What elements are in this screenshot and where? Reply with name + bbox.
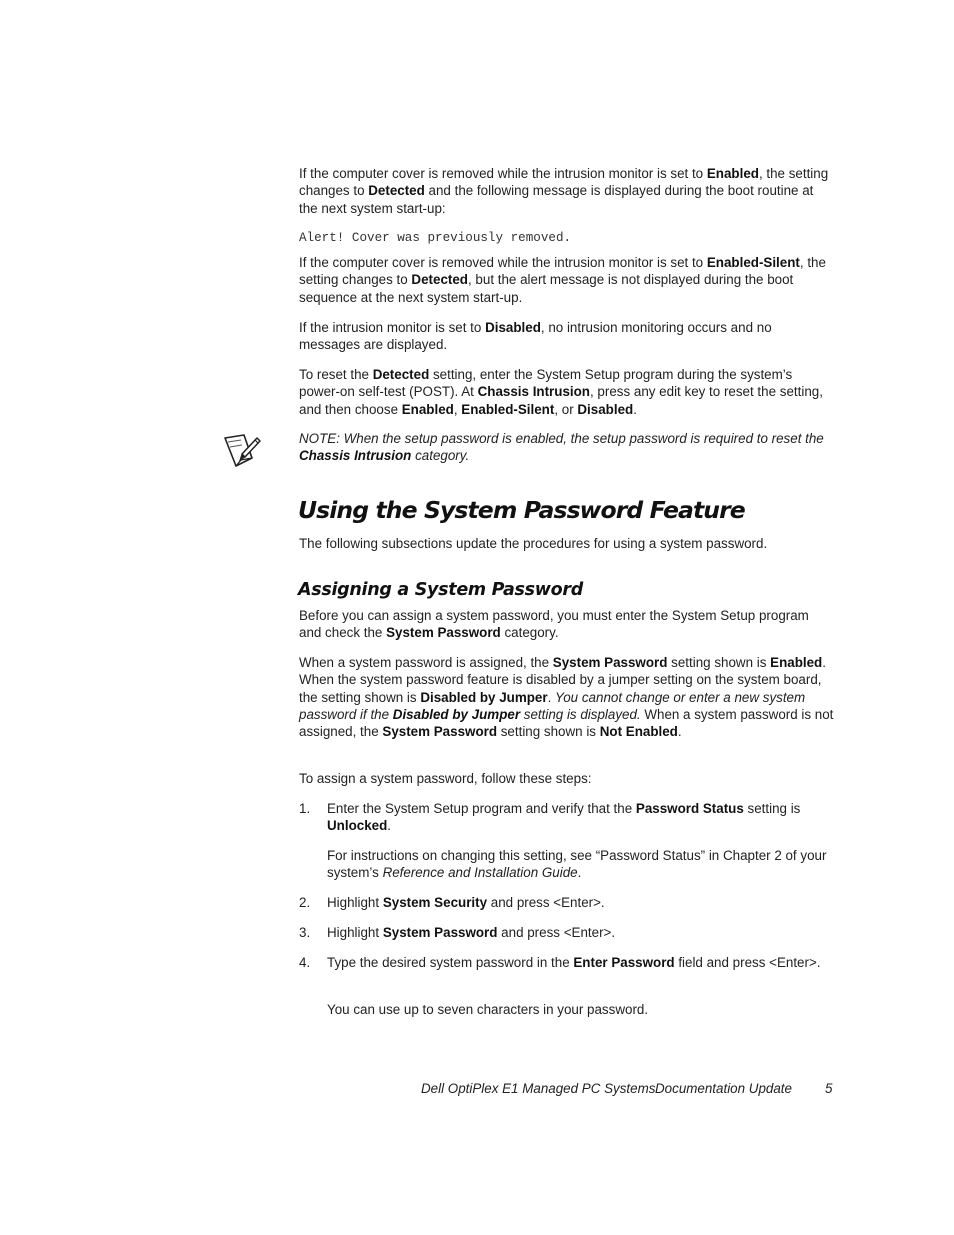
note-setup-password: NOTE: When the setup password is enabled, the setup password is required to reset the Chassis Intrusion category.: [299, 431, 824, 464]
footer-document-title: Documentation Update: [655, 1081, 792, 1096]
section-intro: The following subsections update the procedures for using a system password.: [299, 536, 768, 551]
subsection-heading: Assigning a System Password: [298, 580, 583, 600]
alert-message: Alert! Cover was previously removed.: [299, 231, 572, 245]
step-4-detail: You can use up to seven characters in your password.: [327, 1002, 649, 1017]
paragraph-password-settings: When a system password is assigned, the System Password setting shown is Enabled. When the system password feature is disabled by a jumper setting on the system board, the setting shown is Disabled by Jumper. You cannot change or enter a new system password if the Disabled by Jumper setting is displayed. When a system password is not assigned, the System Password setting shown is Not Enabled.: [299, 655, 834, 740]
paragraph-cover-enabled: If the computer cover is removed while the intrusion monitor is set to Enabled, the setting changes to Detected and the following message is displayed during the boot routine at the next system start-up:: [299, 166, 829, 216]
footer-product-title: Dell OptiPlex E1 Managed PC Systems: [421, 1081, 656, 1096]
paragraph-steps-intro: To assign a system password, follow these steps:: [299, 771, 592, 786]
paragraph-monitor-disabled: If the intrusion monitor is set to Disabled, no intrusion monitoring occurs and no messages are displayed.: [299, 320, 772, 353]
note-pencil-icon: [222, 430, 264, 470]
section-heading: Using the System Password Feature: [298, 496, 745, 524]
paragraph-reset-detected: To reset the Detected setting, enter the System Setup program during the system’s power-on self-test (POST). At Chassis Intrusion, press any edit key to reset the setting, and then choose Enabled, Enabled-Silent, or Disabled.: [299, 367, 823, 417]
document-page: If the computer cover is removed while the intrusion monitor is set to Enabled, the setting changes to Detected and the following message is displayed during the boot routine at the next system start-up: Alert! Cover was previously removed. If the computer cover is removed while the intrusion monitor is set to Enabled-Silent, the setting changes to Detected, but the alert message is not displayed during the boot sequence at the next system start-up. If the intrusion monitor is set to Disabled, no intrusion monitoring occurs and no messages are displayed. To reset the Detected setting, enter the System Setup program during the system’s power-on self-test (POST). At Chassis Intrusion, press any edit key to reset the setting, and then choose Enabled, Enabled-Silent, or Disabled. NOTE: When the setup password is enabled, the setup password is required to reset the Chassis Intrusion category. Using the System Password Feature The following subsections update the procedures for using a system password. Assigning a System Password Before you can assign a system password, you must enter the System Setup program and check the System Password category. When a system password is assigned, the System Password setting shown is Enabled. When the system password feature is disabled by a jumper setting on the system board, the setting shown is Disabled by Jumper. You cannot change or enter a new system password if the Disabled by Jumper setting is displayed. When a system password is not assigned, the System Password setting shown is Not Enabled. To assign a system password, follow these steps: 1. Enter the System Setup program and verify that the Password Status setting is Unlocked. For instructions on changing this setting, see “Password Status” in Chapter 2 of your system’s Reference and Installation Guide. 2. Highlight System Security and press <Enter>. 3. Highlight System Password and press <Enter>. 4. Type the desired system password in the Enter Password field and press <Enter>. You can use up to seven characters in your password. Dell OptiPlex E1 Managed PC Systems Documentation Update 5: [0, 0, 954, 1235]
paragraph-cover-enabled-silent: If the computer cover is removed while the intrusion monitor is set to Enabled-Silent, the setting changes to Detected, but the alert message is not displayed during the boot sequence at the next system start-up.: [299, 255, 826, 305]
footer-page-number: 5: [825, 1081, 833, 1096]
step-1-detail: For instructions on changing this setting, see “Password Status” in Chapter 2 of your system’s Reference and Installation Guide.: [327, 848, 827, 881]
paragraph-before-assign: Before you can assign a system password, you must enter the System Setup program and check the System Password category.: [299, 608, 809, 641]
